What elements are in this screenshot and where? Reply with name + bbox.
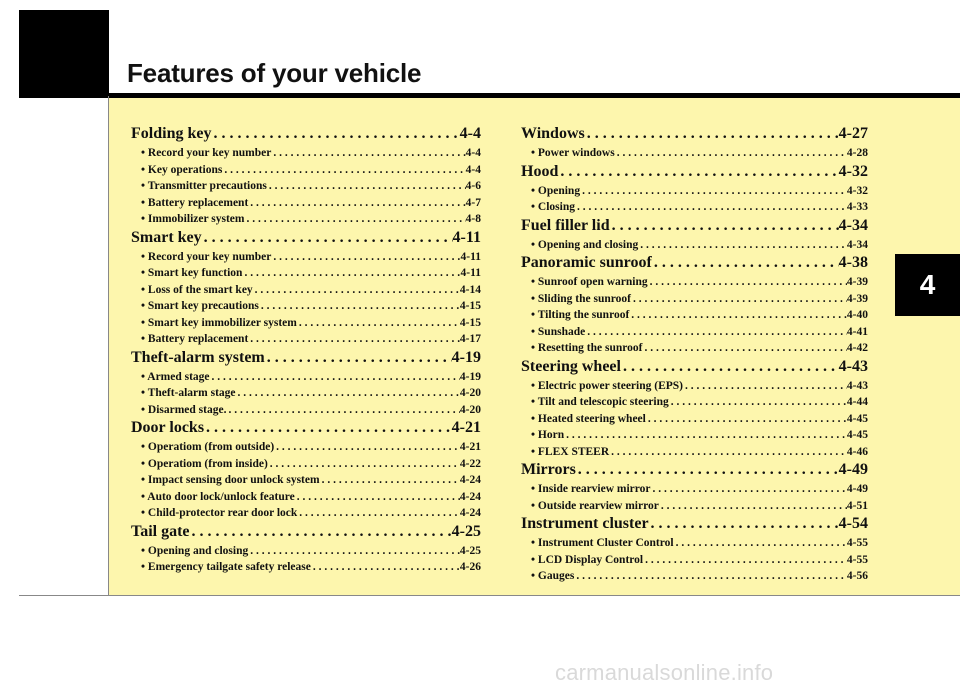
toc-item-page: 4-24 [459,474,481,486]
toc-item-link[interactable] [131,456,481,473]
toc-item-label: • Opening and closing [531,238,639,251]
dot-leader [222,162,465,179]
dot-leader [610,216,839,235]
toc-item-label: • Smart key immobilizer system [141,316,297,329]
toc-item-label: • Tilt and telescopic steering [531,396,669,408]
toc-section-link[interactable] [131,418,481,439]
toc-item-label: • Tilting the sunroof [531,309,630,321]
toc-section-title: Instrument cluster [521,515,649,532]
dot-leader [575,199,847,216]
toc-item-page: 4-39 [846,292,868,305]
toc-item-page: 4-17 [459,333,481,345]
toc-item-label: • Transmitter precautions [141,180,267,192]
dot-leader [651,481,847,498]
toc-item-page: 4-20 [459,387,481,399]
toc-item-label: • Key operations [141,163,223,176]
toc-item-page: 4-11 [460,267,481,279]
toc-item-label: • Theft-alarm stage [141,387,236,399]
dot-leader [669,394,847,411]
header-black-block [19,10,109,96]
chapter-tab[interactable]: 4 [895,254,960,316]
dot-leader [297,315,460,332]
dot-leader [674,535,847,552]
toc-item-page: 4-51 [846,499,868,512]
dot-leader [580,183,847,200]
toc-item-label: • Disarmed stage. [141,403,227,416]
toc-item-page: 4-22 [459,457,481,470]
toc-item-label: • Auto door lock/unlock feature [141,490,295,503]
toc-item-label: • Closing [531,201,575,213]
toc-item-label: • Smart key precautions [141,300,259,312]
toc-section [521,253,868,357]
toc-item-page: 4-6 [465,180,481,192]
toc-section-link[interactable] [521,357,868,378]
toc-item-page: 4-15 [459,300,481,312]
dot-leader [271,249,460,266]
dot-leader [244,211,465,228]
dot-leader [236,385,460,402]
toc-item-page: 4-39 [846,276,868,288]
dot-leader [268,456,460,473]
dot-leader [211,124,459,143]
toc-section [131,522,481,576]
toc-section-title: Theft-alarm system [131,348,265,366]
toc-section-title: Panoramic sunroof [521,254,652,271]
dot-leader [267,178,466,195]
toc-item-link[interactable] [131,369,481,386]
toc-item-page: 4-45 [846,429,868,441]
toc-item-label: • Emergency tailgate safety release [141,561,311,573]
toc-item-link[interactable] [521,444,868,461]
dot-leader [638,237,847,254]
watermark: carmanualsonline.info [555,660,774,685]
toc-item-link[interactable] [131,145,481,162]
toc-item-label: • Sunroof open warning [531,276,648,288]
toc-item-link[interactable] [521,378,868,395]
toc-item-link[interactable] [131,559,481,576]
toc-section-page: 4-11 [452,228,481,246]
toc-item-label: • Child-protector rear door lock [141,507,298,519]
toc-item-label: • Horn [531,429,565,441]
toc-item-link[interactable] [521,324,868,341]
toc-item-page: 4-8 [465,213,481,225]
toc-section-page: 4-32 [838,162,868,180]
dot-leader [609,444,847,461]
toc-item-page: 4-46 [846,445,868,458]
toc-item-label: • Battery replacement [141,333,249,345]
dot-leader [311,559,460,576]
toc-section-link[interactable] [131,124,481,145]
toc-item-label: • Inside rearview mirror [531,483,651,495]
footer-rule [19,595,960,596]
toc-item-label: • Armed stage [141,370,210,383]
dot-leader [320,472,460,489]
toc-item-link[interactable] [131,489,481,506]
dot-leader [564,427,847,444]
toc-item-page: 4-33 [846,201,868,213]
toc-item-label: • Immobilizer system [141,213,245,225]
toc-item-link[interactable] [131,178,481,195]
toc-item-label: • Electric power steering (EPS) [531,379,683,392]
toc-section-link[interactable] [521,514,868,535]
toc-item-page: 4-43 [846,379,868,392]
toc-section-title: Folding key [131,125,212,142]
toc-section [131,228,481,348]
toc-item-page: 4-4 [465,147,481,159]
toc-item-link[interactable] [521,237,868,254]
toc-item-label: • Sunshade [531,325,586,338]
dot-leader [648,274,847,291]
dot-leader [576,460,839,479]
toc-section-page: 4-38 [838,254,868,271]
dot-leader [558,162,838,181]
toc-section-title: Hood [521,162,559,180]
toc-left-column [131,124,481,576]
toc-item-label: • Outside rearview mirror [531,499,659,512]
toc-section-page: 4-21 [451,419,481,436]
dot-leader [652,253,839,272]
toc-section-title: Door locks [131,419,205,436]
toc-item-link[interactable] [131,439,481,456]
toc-item-link[interactable] [131,505,481,522]
dot-leader [190,522,452,541]
page-title: Features of your vehicle [127,58,422,88]
toc-section-page: 4-54 [838,515,868,532]
toc-section-link[interactable] [131,522,481,543]
toc-item-label: • Opening and closing [141,544,249,557]
toc-section-page: 4-19 [451,348,481,366]
toc-section-title: Smart key [131,228,202,246]
dot-leader [585,324,847,341]
toc-item-page: 4-55 [846,553,868,566]
toc-item-page: 4-21 [459,441,481,453]
toc-item-page: 4-44 [846,396,868,408]
toc-item-label: • LCD Display Control [531,553,644,566]
toc-item-page: 4-14 [459,283,481,296]
dot-leader [631,291,847,308]
toc-item-label: • Opening [531,184,581,197]
toc-item-page: 4-25 [459,544,481,557]
toc-item-label: • Impact sensing door unlock system [141,474,320,486]
toc-section-page: 4-25 [451,522,481,540]
toc-item-link[interactable] [521,340,868,357]
toc-section [521,124,868,162]
toc-item-label: • Smart key function [141,267,243,279]
dot-leader [646,411,847,428]
toc-item-page: 4-20 [459,403,481,416]
toc-section [131,418,481,522]
dot-leader [574,568,847,585]
toc-section-link[interactable] [521,162,868,183]
toc-item-label: • Heated steering wheel [531,412,646,425]
toc-section [521,514,868,585]
toc-section-page: 4-34 [838,216,868,234]
toc-section-page: 4-27 [838,125,868,142]
toc-item-label: • Operatiom (from inside) [141,457,268,470]
dot-leader [248,543,460,560]
toc-item-label: • Record your key number [141,147,272,159]
toc-item-link[interactable] [521,481,868,498]
toc-item-link[interactable] [131,195,481,212]
toc-item-link[interactable] [131,402,481,419]
toc-item-link[interactable] [521,307,868,324]
dot-leader [659,498,847,515]
toc-item-link[interactable] [131,162,481,179]
toc-item-page: 4-49 [846,483,868,495]
toc-item-label: • Loss of the smart key [141,283,253,296]
toc-item-label: • FLEX STEER [531,445,610,458]
toc-section-page: 4-49 [838,461,868,478]
toc-section [131,348,481,419]
toc-item-link[interactable] [131,315,481,332]
toc-item-link[interactable] [521,183,868,200]
toc-section-title: Steering wheel [521,357,621,375]
toc-item-page: 4-24 [459,507,481,519]
toc-item-link[interactable] [521,274,868,291]
dot-leader [210,369,460,386]
toc-item-page: 4-42 [846,342,868,354]
toc-item-label: • Instrument Cluster Control [531,537,674,549]
dot-leader [295,489,460,506]
dot-leader [265,348,452,367]
toc-item-page: 4-4 [465,163,481,176]
toc-item-label: • Resetting the sunroof [531,342,643,354]
left-margin-line [108,96,109,596]
toc-item-link[interactable] [131,298,481,315]
toc-item-label: • Gauges [531,570,575,582]
toc-section-link[interactable] [131,348,481,369]
toc-item-page: 4-15 [459,316,481,329]
dot-leader [271,145,465,162]
dot-leader [274,439,460,456]
toc-section-title: Tail gate [131,522,190,540]
toc-item-page: 4-24 [459,490,481,503]
toc-item-link[interactable] [521,199,868,216]
toc-item-link[interactable] [131,249,481,266]
dot-leader [297,505,460,522]
toc-section-link[interactable] [521,460,868,481]
toc-item-page: 4-28 [846,147,868,159]
toc-section [521,357,868,461]
toc-item-link[interactable] [521,145,868,162]
toc-section [521,162,868,216]
toc-item-page: 4-19 [459,370,481,383]
toc-item-link[interactable] [131,543,481,560]
toc-item-page: 4-41 [846,325,868,338]
toc-item-link[interactable] [521,427,868,444]
toc-item-label: • Sliding the sunroof [531,292,631,305]
toc-item-page: 4-11 [460,250,481,263]
toc-section-link[interactable] [131,228,481,249]
toc-item-link[interactable] [521,411,868,428]
toc-section-link[interactable] [521,253,868,274]
dot-leader [259,298,460,315]
dot-leader [629,307,847,324]
dot-leader [253,282,460,299]
dot-leader [248,195,465,212]
toc-item-label: • Battery replacement [141,196,249,209]
toc-item-link[interactable] [131,472,481,489]
dot-leader [642,340,846,357]
toc-item-link[interactable] [521,535,868,552]
dot-leader [585,124,839,143]
toc-item-page: 4-40 [846,309,868,321]
toc-section-title: Mirrors [521,461,576,478]
toc-section-link[interactable] [521,216,868,237]
toc-section-link[interactable] [521,124,868,145]
toc-section-title: Windows [521,125,585,142]
toc-item-page: 4-7 [465,196,481,209]
toc-item-page: 4-55 [846,537,868,549]
toc-item-link[interactable] [521,498,868,515]
dot-leader [204,418,452,437]
dot-leader [226,402,459,419]
toc-right-column [521,124,868,585]
toc-item-page: 4-56 [846,570,868,582]
toc-item-page: 4-34 [846,238,868,251]
dot-leader [621,357,839,376]
toc-item-link[interactable] [131,385,481,402]
toc-item-link[interactable] [521,568,868,585]
toc-item-label: • Operatiom (from outside) [141,441,275,453]
dot-leader [649,514,839,533]
toc-section-title: Fuel filler lid [521,216,610,234]
dot-leader [643,552,847,569]
dot-leader [683,378,847,395]
toc-item-link[interactable] [521,291,868,308]
toc-section [131,124,481,228]
dot-leader [242,265,460,282]
toc-item-label: • Power windows [531,147,615,159]
toc-item-link[interactable] [131,282,481,299]
dot-leader [615,145,847,162]
toc-item-page: 4-26 [459,561,481,573]
toc-item-page: 4-45 [846,412,868,425]
toc-item-link[interactable] [131,265,481,282]
toc-section [521,216,868,254]
dot-leader [248,331,460,348]
toc-section-page: 4-43 [838,357,868,375]
toc-item-link[interactable] [131,211,481,228]
dot-leader [202,228,453,247]
toc-item-page: 4-32 [846,184,868,197]
toc-item-link[interactable] [521,552,868,569]
toc-item-link[interactable] [521,394,868,411]
toc-item-link[interactable] [131,331,481,348]
toc-item-label: • Record your key number [141,250,272,263]
toc-section [521,460,868,514]
toc-section-page: 4-4 [459,125,481,142]
